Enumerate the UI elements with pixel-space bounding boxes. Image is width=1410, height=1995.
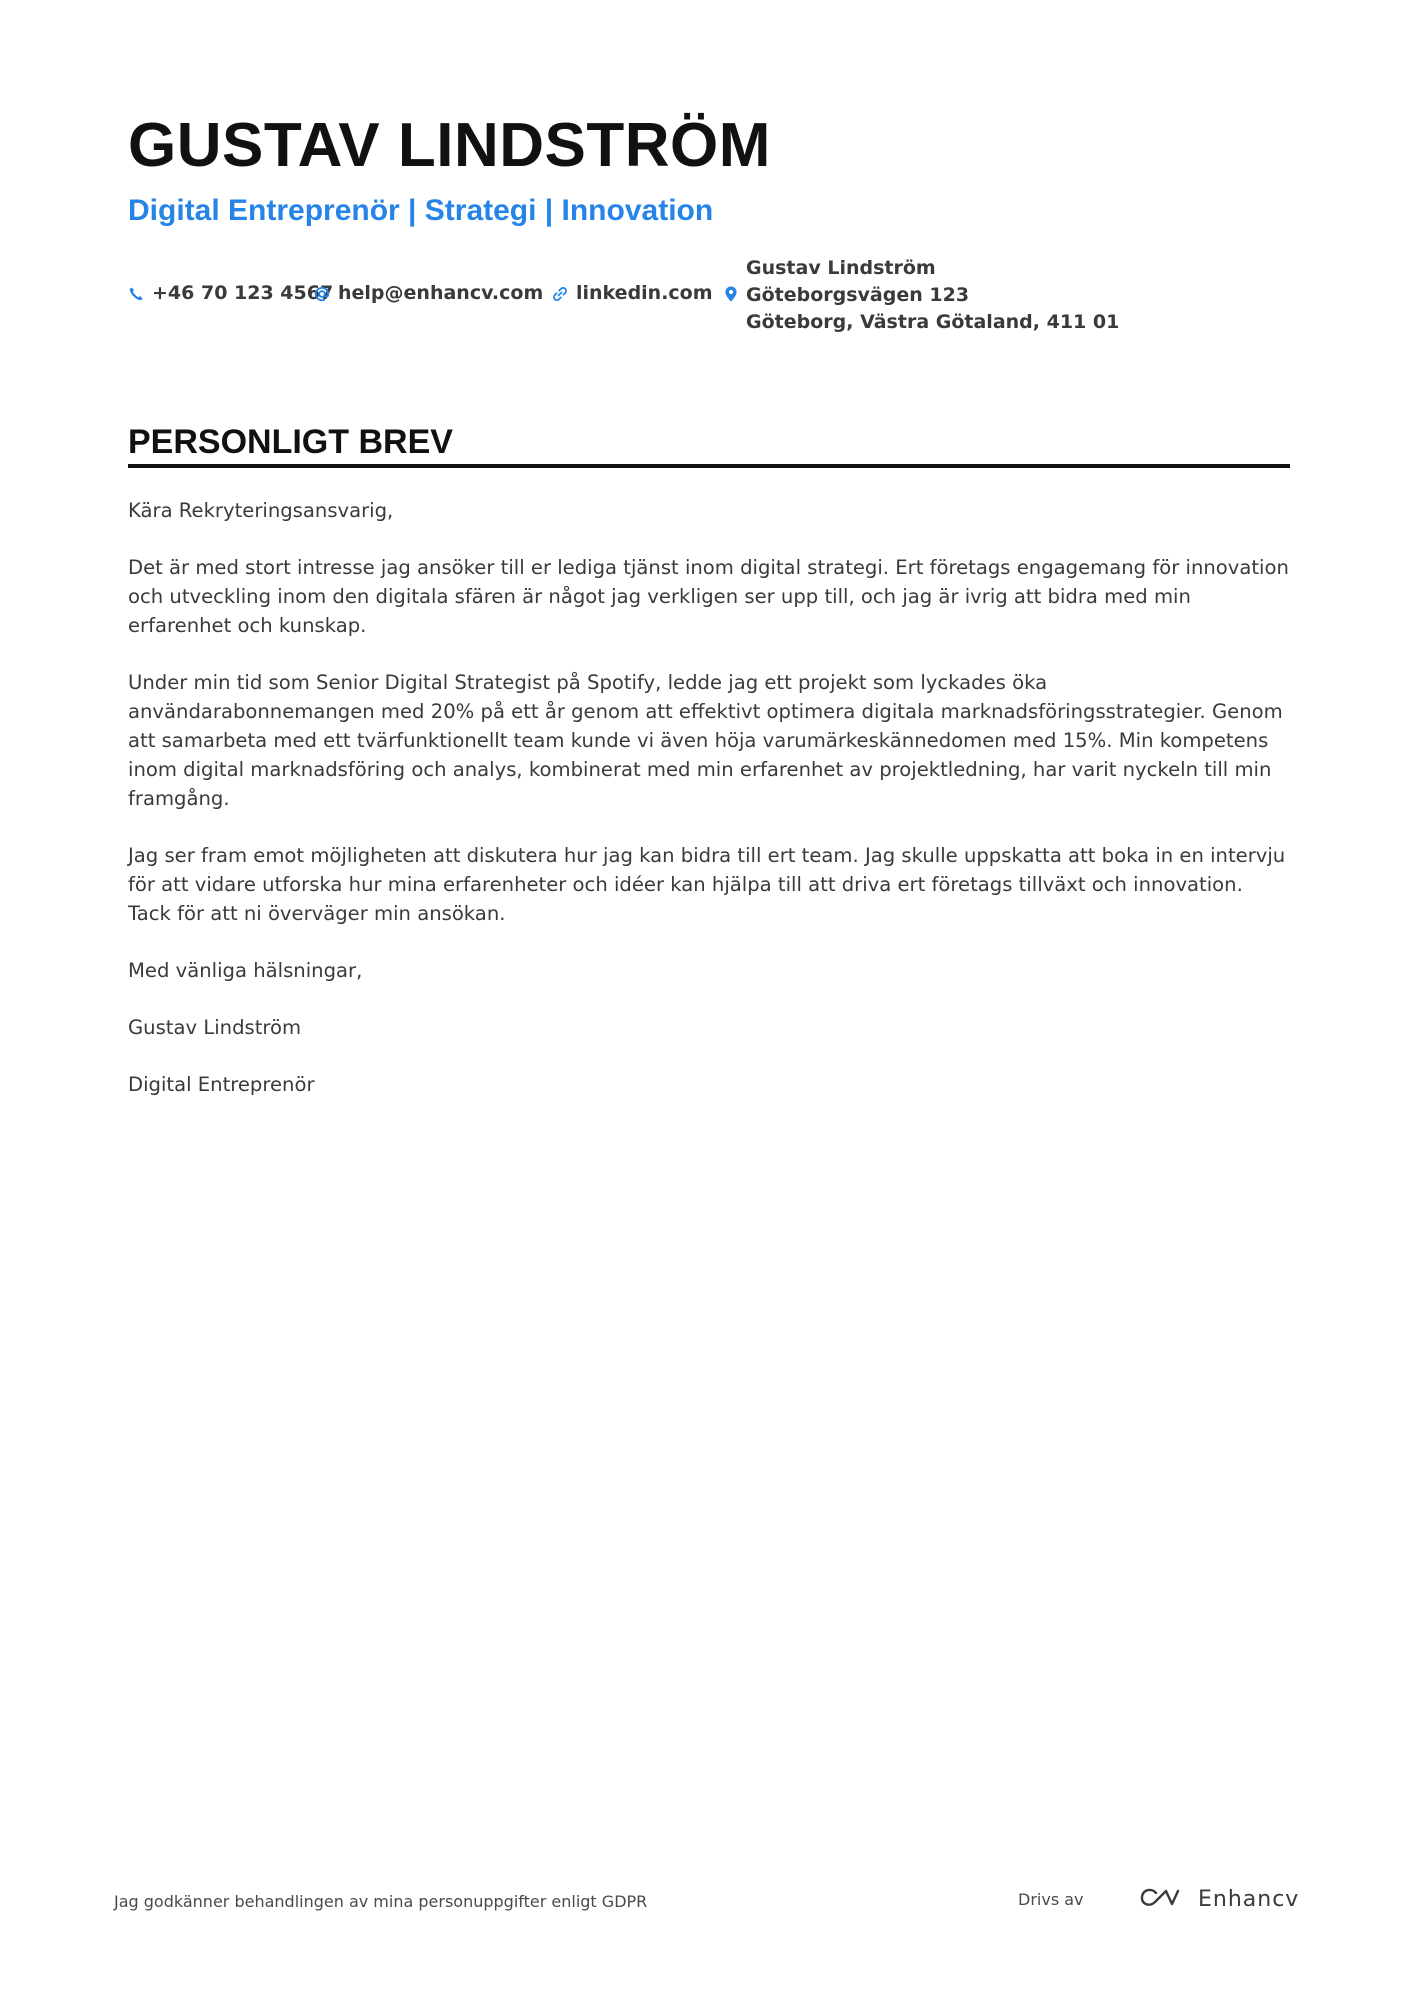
enhancv-logo-icon	[1138, 1887, 1184, 1911]
at-icon	[314, 285, 330, 301]
gdpr-consent-text: Jag godkänner behandlingen av mina personuppgifter enligt GDPR	[114, 1892, 648, 1911]
email-address[interactable]: help@enhancv.com	[338, 282, 544, 304]
section-divider	[128, 464, 1290, 468]
section-title: PERSONLIGT BREV	[128, 423, 453, 461]
contact-info	[128, 255, 1290, 335]
phone-number: +46 70 123 4567	[152, 282, 334, 304]
candidate-headline: Digital Entreprenör | Strategi | Innovation	[128, 194, 714, 227]
letter-closing: Med vänliga hälsningar,	[128, 959, 363, 982]
contact-phone	[128, 281, 333, 305]
link-icon	[552, 285, 568, 301]
page-footer	[0, 1880, 1410, 1920]
contact-linkedin[interactable]	[552, 281, 713, 305]
address-line: Gustav Lindström	[746, 257, 936, 279]
address-line: Göteborg, Västra Götaland, 411 01	[746, 311, 1120, 333]
letter-paragraph: Under min tid som Senior Digital Strategist på Spotify, ledde jag ett projekt som lyckades öka användarabonnemangen med 20% på ett år genom att effektivt optimera digitala marknadsföringsstrategier. Genom att samarbeta med ett tvärfunktionellt team kunde vi även höja varumärkeskännedomen med 15%. Min kompetens inom digital marknadsföring och analys, kombinerat med min erfarenhet av projektledning, har varit nyckeln till min framgång.	[128, 671, 1283, 810]
address-line: Göteborgsvägen 123	[746, 284, 970, 306]
letter-body	[128, 496, 1290, 1127]
powered-by-label: Drivs av	[1018, 1890, 1084, 1909]
phone-icon	[128, 285, 144, 301]
brand-name: Enhancv	[1198, 1886, 1300, 1912]
location-pin-icon	[724, 286, 738, 302]
letter-paragraph: Det är med stort intresse jag ansöker till er lediga tjänst inom digital strategi. Ert företags engagemang för innovation och utveckling inom den digitala sfären är något jag verkligen ser upp till, och jag är ivrig att bidra med min erfarenhet och kunskap.	[128, 556, 1289, 637]
linkedin-link[interactable]: linkedin.com	[576, 282, 713, 304]
signature-title: Digital Entreprenör	[128, 1073, 315, 1096]
brand-logo[interactable]	[1138, 1884, 1299, 1914]
contact-email[interactable]	[314, 281, 543, 305]
letter-greeting: Kära Rekryteringsansvarig,	[128, 499, 394, 522]
signature-name: Gustav Lindström	[128, 1016, 302, 1039]
letter-paragraph: Jag ser fram emot möjligheten att diskutera hur jag kan bidra till ert team. Jag skulle uppskatta att boka in en intervju för att vidare utforska hur mina erfarenheter och idéer kan hjälpa till att driva ert företags tillväxt och innovation. Tack för att ni överväger min ansökan.	[128, 844, 1286, 925]
candidate-name: GUSTAV LINDSTRÖM	[128, 111, 771, 180]
